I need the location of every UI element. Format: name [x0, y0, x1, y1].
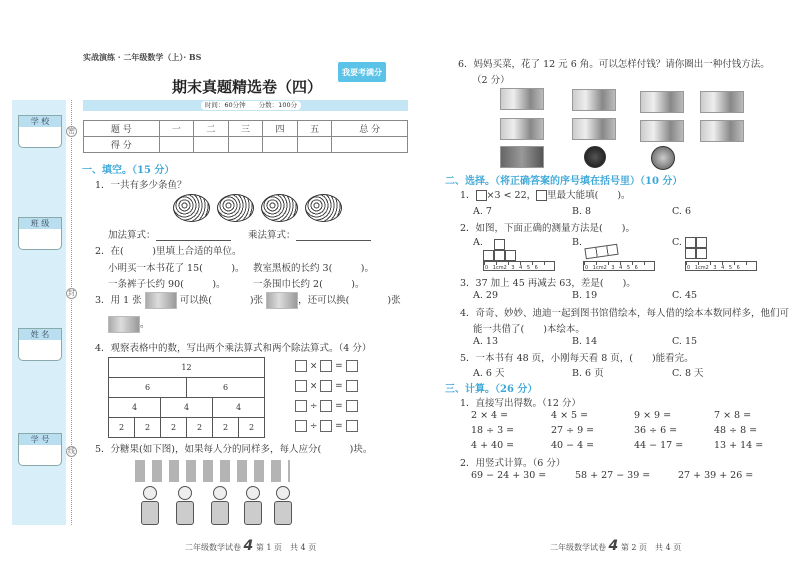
- mental-calc-item: 40 − 4 =: [551, 440, 595, 451]
- option[interactable]: C. 6: [672, 206, 692, 217]
- section-fill-blank: 一、填空。（15 分）: [82, 165, 175, 176]
- option[interactable]: C. 45: [672, 290, 698, 301]
- ruler: [583, 261, 655, 271]
- square-shape: [685, 237, 696, 248]
- badge-illustration: [318, 62, 406, 94]
- answer-box[interactable]: [320, 360, 332, 372]
- coin-5-jiao[interactable]: [651, 146, 675, 170]
- ruler: [483, 261, 555, 271]
- choice-2: 2．如图，下面正确的测量方法是( )。: [460, 223, 635, 234]
- q2-item: 一条围巾长约 2( )。: [253, 279, 365, 290]
- number-cell: 4: [109, 398, 161, 418]
- equals: =: [335, 361, 343, 372]
- operator: ×: [309, 381, 318, 392]
- square-shape: [685, 248, 696, 259]
- question-3-end: 。: [140, 319, 150, 330]
- score-cell[interactable]: [263, 137, 298, 153]
- score-cell[interactable]: [228, 137, 263, 153]
- fish-bag-image: [217, 194, 254, 222]
- seal-xian: 线: [68, 447, 75, 455]
- mental-calc-item: 13 + 14 =: [714, 440, 764, 451]
- banknote-20-image: [266, 292, 298, 309]
- option[interactable]: C. 15: [672, 336, 698, 347]
- answer-box[interactable]: [346, 360, 358, 372]
- answer-box[interactable]: [346, 380, 358, 392]
- student-id-label: 学 号: [19, 434, 61, 445]
- section-calc: 三、计算。（26 分）: [445, 384, 538, 395]
- calc-1: 1．直接写出得数。（12 分）: [460, 398, 581, 409]
- option-label[interactable]: B.: [572, 237, 583, 248]
- student-id-field[interactable]: [18, 433, 62, 466]
- choice-1-num: 1．: [460, 190, 476, 201]
- fish-bag-image: [305, 194, 342, 222]
- banknote-20[interactable]: [500, 88, 544, 110]
- question-2: 2．在( )里填上合适的单位。: [95, 246, 242, 257]
- banknote-1-jiao[interactable]: [500, 146, 544, 168]
- page-footer-1: [185, 538, 316, 554]
- info-bar: [83, 100, 408, 111]
- square-shape: [505, 250, 516, 261]
- equation-row: [295, 420, 358, 432]
- series-header: 实战演练 · 二年级数学（上）· BS: [83, 52, 202, 62]
- number-cell: 6: [109, 378, 187, 398]
- answer-box[interactable]: [295, 420, 307, 432]
- mental-calc-item: 36 ÷ 6 =: [634, 425, 678, 436]
- vertical-calc-item: 27 + 39 + 26 =: [678, 470, 754, 481]
- choice-1-text: 里最大能填( )。: [547, 190, 631, 201]
- score-header: 三: [228, 121, 263, 137]
- option-label[interactable]: C.: [672, 237, 682, 248]
- option-label[interactable]: A.: [473, 237, 483, 248]
- seal-line: [71, 100, 72, 525]
- binding-strip: [12, 100, 66, 525]
- equals: =: [335, 381, 343, 392]
- mental-calc-item: 44 − 17 =: [634, 440, 684, 451]
- question-5: 5．分糖果(如下图)，如果每人分的同样多，每人应分( )块。: [95, 444, 373, 455]
- choice-4: 4．奇奇、妙妙、迪迪一起到图书馆借绘本，每人借的绘本本数同样多，他们可: [460, 308, 790, 319]
- score-header: 二: [194, 121, 229, 137]
- mental-calc-item: 2 × 4 =: [471, 410, 509, 421]
- square-shape: [696, 248, 707, 259]
- mental-calc-item: 4 × 5 =: [551, 410, 589, 421]
- option[interactable]: A. 6 天: [473, 368, 505, 379]
- equation-row: [295, 360, 358, 372]
- class-label: 班 级: [19, 218, 61, 229]
- multiplication-label: 乘法算式：: [248, 230, 296, 241]
- question-6: 6．妈妈买菜，花了 12 元 6 角。可以怎样付钱？请你圈出一种付钱方法。: [458, 59, 770, 70]
- answer-box[interactable]: [346, 400, 358, 412]
- square-shape: [494, 239, 505, 250]
- operator: ×: [309, 361, 318, 372]
- number-cell: 6: [187, 378, 265, 398]
- answer-box[interactable]: [346, 420, 358, 432]
- fish-bag-image: [173, 194, 210, 222]
- ruler-scale-label: 0 1cm2 3 4 5 6: [687, 265, 740, 271]
- operator: ÷: [309, 421, 318, 432]
- square-shape: [483, 250, 494, 261]
- q2-item: 教室黑板的长约 3( )。: [253, 263, 374, 274]
- question-6-points: （2 分）: [472, 75, 510, 86]
- answer-box[interactable]: [295, 400, 307, 412]
- child-image: [273, 486, 293, 526]
- banknote-10[interactable]: [572, 89, 616, 111]
- score-header: 五: [297, 121, 332, 137]
- mental-calc-item: 4 + 40 =: [471, 440, 515, 451]
- blank-box: [536, 190, 547, 201]
- number-cell: 2: [239, 418, 265, 438]
- option[interactable]: B. 19: [572, 290, 598, 301]
- footer-number: 4: [608, 538, 619, 554]
- ruler: [685, 261, 757, 271]
- score-header: 四: [263, 121, 298, 137]
- school-field[interactable]: [18, 115, 62, 148]
- child-image: [175, 486, 195, 526]
- calc-2: 2．用竖式计算。（6 分）: [460, 458, 566, 469]
- square-shape: [494, 250, 505, 261]
- number-cell: 4: [213, 398, 265, 418]
- blank-box: [476, 190, 487, 201]
- score-cell[interactable]: [332, 137, 408, 153]
- seal-feng: 封: [68, 289, 75, 297]
- addition-label: 加法算式：: [108, 230, 156, 241]
- number-cell: 2: [135, 418, 161, 438]
- score-header: 总 分: [332, 121, 408, 137]
- answer-box[interactable]: [320, 420, 332, 432]
- ruler-scale-label: 0 1cm2 3 4 5 6: [585, 265, 638, 271]
- q2-item: 一条裤子长约 90( )。: [108, 279, 226, 290]
- section-choice: 二、选择。（将正确答案的序号填在括号里）（10 分）: [445, 176, 683, 187]
- equals: =: [335, 401, 343, 412]
- number-cell: 2: [187, 418, 213, 438]
- mental-calc-item: 18 ÷ 3 =: [471, 425, 515, 436]
- footer-number: 4: [243, 538, 254, 554]
- option[interactable]: A. 7: [473, 206, 492, 217]
- option[interactable]: B. 14: [572, 336, 598, 347]
- answer-box[interactable]: [295, 380, 307, 392]
- banknote-1[interactable]: [572, 118, 616, 140]
- page-title: 期末真题精选卷（四）: [172, 78, 323, 96]
- score-header: 题 号: [84, 121, 160, 137]
- mental-calc-item: 27 ÷ 9 =: [551, 425, 595, 436]
- multiplication-answer-line[interactable]: [296, 231, 371, 241]
- score-header: 一: [159, 121, 194, 137]
- time-score-info: 时间：60分钟 分数：100分: [201, 101, 301, 110]
- banknote-5[interactable]: [640, 91, 684, 113]
- tilted-squares: [584, 244, 618, 259]
- number-cell: 2: [109, 418, 135, 438]
- addition-answer-line[interactable]: [156, 231, 231, 241]
- number-cell: 2: [161, 418, 187, 438]
- option[interactable]: A. 29: [473, 290, 498, 301]
- number-table: [108, 357, 265, 438]
- square-shape: [696, 237, 707, 248]
- fish-bag-image: [261, 194, 298, 222]
- equals: =: [335, 421, 343, 432]
- name-field[interactable]: [18, 328, 62, 361]
- footer-page: 第 1 页 共 4 页: [255, 543, 317, 552]
- option[interactable]: A. 13: [473, 336, 498, 347]
- score-table: [83, 120, 408, 153]
- choice-3: 3．37 加上 45 再减去 63，差是( )。: [460, 278, 636, 289]
- footer-label: 二年级数学试卷: [550, 543, 606, 552]
- equation-row: [295, 380, 358, 392]
- banknote-2-jiao[interactable]: [700, 120, 744, 142]
- answer-box[interactable]: [320, 380, 332, 392]
- q2-item: 小明买一本书花了 15( )。: [108, 263, 245, 274]
- score-cell[interactable]: [297, 137, 332, 153]
- operator: ÷: [309, 401, 318, 412]
- question-3-part: 可以换( )张: [179, 295, 264, 306]
- banknote-1[interactable]: [500, 118, 544, 140]
- seal-mi: 密: [68, 127, 75, 135]
- score-cell[interactable]: [194, 137, 229, 153]
- question-3-part: ，还可以换( )张: [298, 295, 401, 306]
- mental-calc-item: 48 ÷ 8 =: [714, 425, 758, 436]
- option[interactable]: C. 8 天: [672, 368, 704, 379]
- footer-page: 第 2 页 共 4 页: [620, 543, 682, 552]
- banknote-2-jiao[interactable]: [640, 120, 684, 142]
- banknote-5-image: [108, 316, 140, 333]
- answer-box[interactable]: [320, 400, 332, 412]
- banknote-50-image: [145, 292, 177, 309]
- choice-1-text: ×3 < 22，: [486, 190, 537, 201]
- answer-box[interactable]: [295, 360, 307, 372]
- coin-1-jiao[interactable]: [584, 146, 606, 168]
- badge-text: 我要考满分: [338, 62, 386, 82]
- question-1: 1．一共有多少条鱼？: [95, 180, 187, 191]
- score-row-label: 得 分: [84, 137, 160, 153]
- option[interactable]: B. 8: [572, 206, 592, 217]
- question-3: 3．用 1 张: [95, 295, 142, 306]
- footer-label: 二年级数学试卷: [185, 543, 241, 552]
- page-footer-2: [550, 538, 681, 554]
- vertical-calc-item: 58 + 27 − 39 =: [575, 470, 651, 481]
- number-cell: 12: [109, 358, 265, 378]
- mental-calc-item: 7 × 8 =: [714, 410, 752, 421]
- vertical-calc-item: 69 − 24 + 30 =: [471, 470, 547, 481]
- child-image: [243, 486, 263, 526]
- option[interactable]: B. 6 页: [572, 368, 604, 379]
- candies-image: [135, 460, 290, 482]
- class-field[interactable]: [18, 217, 62, 250]
- score-cell[interactable]: [159, 137, 194, 153]
- banknote-5[interactable]: [700, 91, 744, 113]
- question-4: 4．观察表格中的数，写出两个乘法算式和两个除法算式。（4 分）: [95, 343, 372, 354]
- ruler-scale-label: 0 1cm2 3 4 5 6: [485, 265, 538, 271]
- mental-calc-item: 9 × 9 =: [634, 410, 672, 421]
- child-image: [210, 486, 230, 526]
- number-cell: 4: [161, 398, 213, 418]
- name-label: 姓 名: [19, 329, 61, 340]
- choice-5: 5．一本书有 48 页，小刚每天看 8 页，( )能看完。: [460, 353, 694, 364]
- equation-row: [295, 400, 358, 412]
- number-cell: 2: [213, 418, 239, 438]
- school-label: 学 校: [19, 116, 61, 127]
- child-image: [140, 486, 160, 526]
- choice-4-cont: 能一共借了( )本绘本。: [473, 324, 585, 335]
